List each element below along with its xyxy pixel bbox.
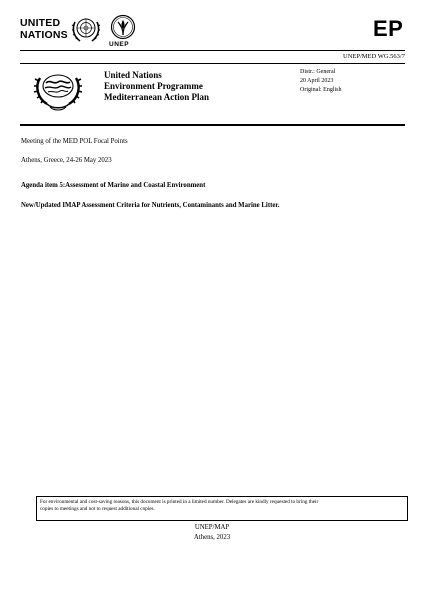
meeting-title: Meeting of the MED POL Focal Points <box>21 138 128 145</box>
organization-name-line2: Environment Programme <box>104 81 203 91</box>
unep-logo-icon <box>110 14 136 40</box>
un-name <box>20 17 68 41</box>
original-language: Original: English <box>300 87 342 93</box>
title-block-rule <box>20 124 405 126</box>
organization-name-line3: Mediterranean Action Plan <box>104 92 209 102</box>
map-logo-icon <box>30 69 86 113</box>
footer-publisher: UNEP/MAP <box>194 524 230 531</box>
symbol-rule <box>20 63 405 64</box>
distribution-status: Distr.: General <box>300 69 336 75</box>
un-emblem-icon <box>71 14 101 44</box>
agenda-subject: New/Updated IMAP Assessment Criteria for Nutrients, Contaminants and Marine Litter. <box>21 202 280 209</box>
distribution-info <box>300 68 335 85</box>
organization-name <box>104 70 209 103</box>
meeting-place-date: Athens, Greece, 24-26 May 2023 <box>21 157 112 164</box>
un-name-line1: UNITED <box>20 17 61 29</box>
footer-place-year: Athens, 2023 <box>193 534 231 541</box>
distribution-code: EP <box>373 16 404 41</box>
agenda-item: Agenda item 5:Assessment of Marine and Coastal Environment <box>21 182 206 189</box>
document-symbol: UNEP/MED WG.563/7 <box>343 53 405 60</box>
unep-logo-text: UNEP <box>109 41 130 48</box>
notice-line2: copies to meetings and not to request additional copies. <box>40 506 155 513</box>
document-date: 20 April 2023 <box>300 77 334 84</box>
notice-line1: For environmental and cost-saving reasons, this document is printed in a limited number. Delegates are kindly requested to bring their <box>40 498 319 505</box>
organization-name-line1: United Nations <box>104 70 162 80</box>
header-rule <box>20 50 405 51</box>
environmental-notice <box>36 496 408 521</box>
un-name-line2: NATIONS <box>20 29 68 41</box>
